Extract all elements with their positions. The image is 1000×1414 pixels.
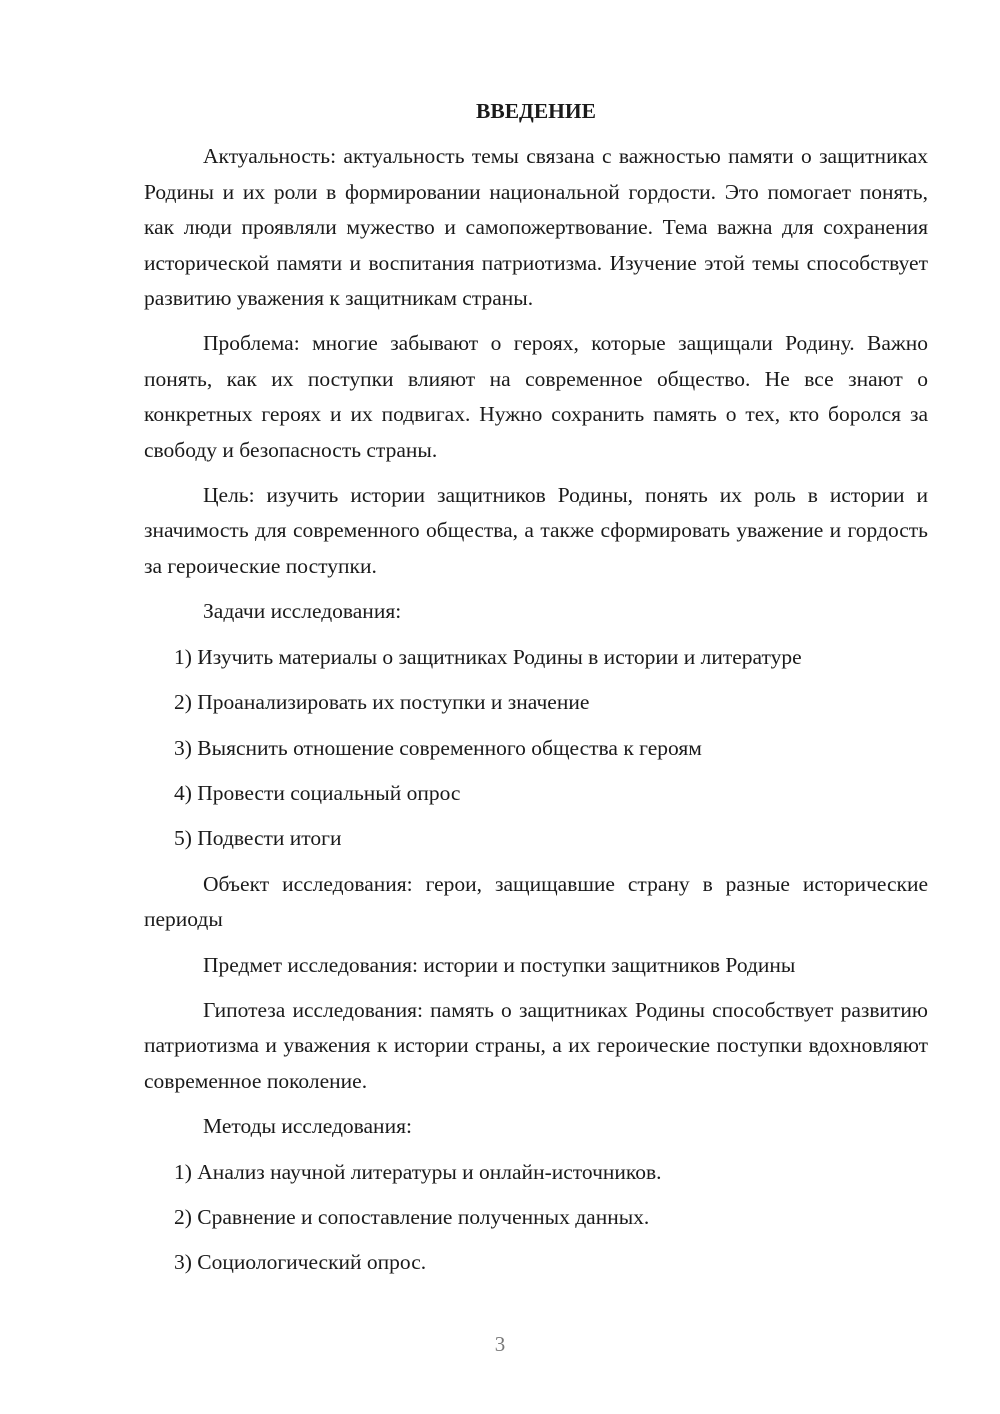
task-item: 3) Выяснить отношение современного общества к героям	[174, 735, 702, 760]
relevance-paragraph: Актуальность: актуальность темы связана с важностью памяти о защитниках Родины и их роли в формировании национальной гордости. Это помогает понять, как люди проявляли мужество и самопожертвование. Тема важна для сохранения исторической памяти и воспитания патриотизма. Изучение этой темы способствует развитию уважения к защитникам страны.	[144, 144, 928, 311]
page-number: 3	[494, 1332, 506, 1356]
object-paragraph: Объект исследования: герои, защищавшие страну в разные исторические периоды	[144, 871, 928, 932]
method-item: 3) Социологический опрос.	[174, 1250, 427, 1275]
task-item: 5) Подвести итоги	[174, 826, 342, 851]
subject-paragraph: Предмет исследования: истории и поступки защитников Родины	[203, 952, 796, 977]
document-title: ВВЕДЕНИЕ	[476, 99, 596, 123]
task-item: 2) Проанализировать их поступки и значение	[174, 690, 590, 715]
hypothesis-paragraph: Гипотеза исследования: память о защитниках Родины способствует развитию патриотизма и уважения к истории страны, а их героические поступки вдохновляют современное поколение.	[144, 997, 928, 1093]
method-item: 1) Анализ научной литературы и онлайн-источников.	[174, 1159, 662, 1184]
problem-paragraph: Проблема: многие забывают о героях, которые защищали Родину. Важно понять, как их поступки влияют на современное общество. Не все знают о конкретных героях и их подвигах. Нужно сохранить память о тех, кто боролся за свободу и безопасность страны.	[144, 331, 928, 462]
methods-heading: Методы исследования:	[203, 1114, 412, 1139]
method-item: 2) Сравнение и сопоставление полученных данных.	[174, 1204, 650, 1229]
document-page	[144, 94, 928, 1291]
task-item: 4) Провести социальный опрос	[174, 780, 461, 805]
task-item: 1) Изучить материалы о защитниках Родины в истории и литературе	[174, 644, 802, 669]
goal-paragraph: Цель: изучить истории защитников Родины, понять их роль в истории и значимость для современного общества, а также сформировать уважение и гордость за героические поступки.	[144, 483, 928, 578]
tasks-heading: Задачи исследования:	[203, 599, 402, 624]
